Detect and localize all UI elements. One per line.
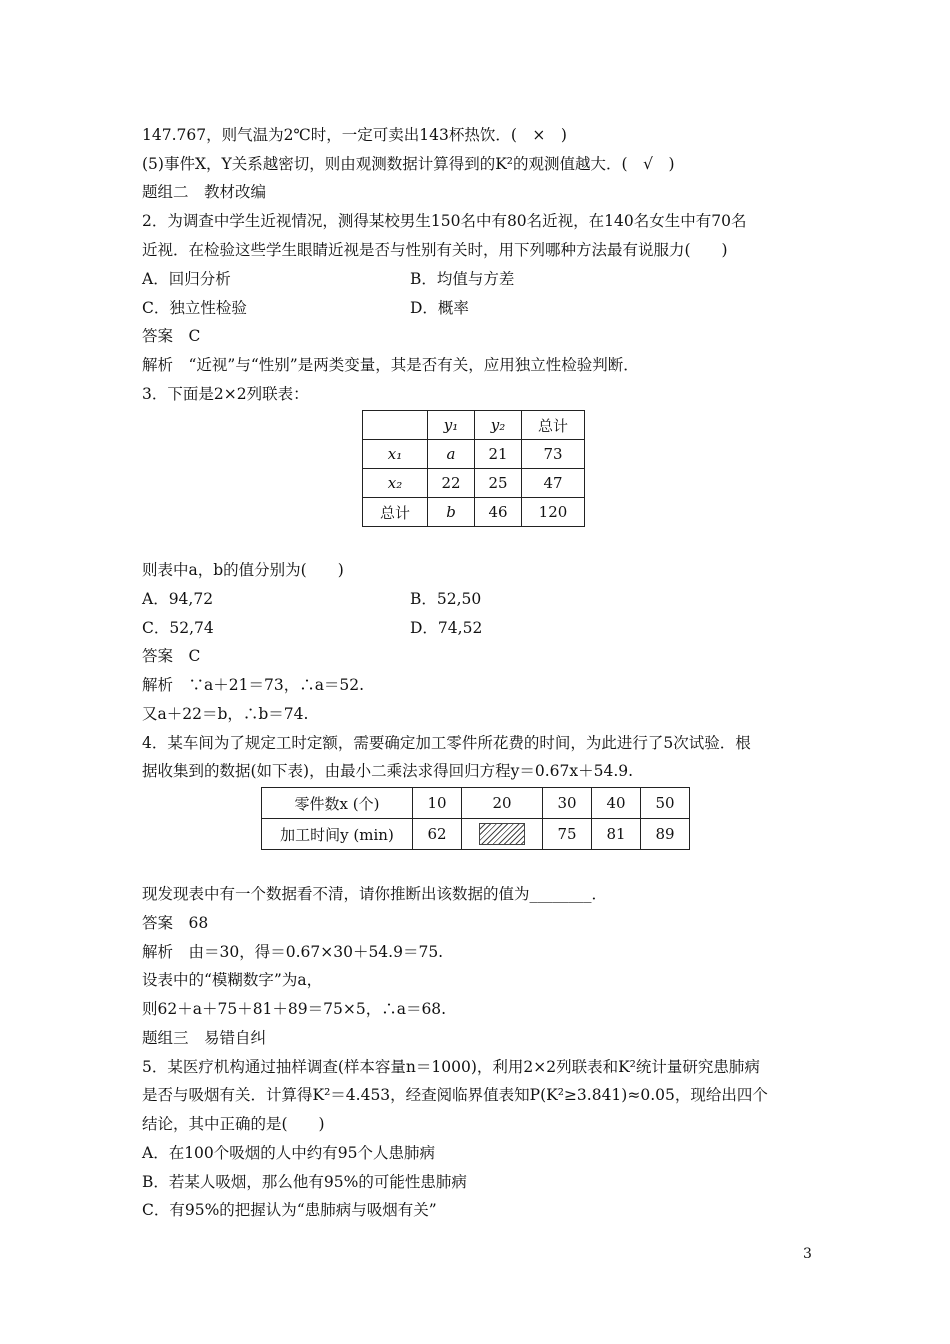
question-3-text: 3．下面是2×2列联表：	[142, 385, 309, 403]
table-cell: y₂	[475, 411, 522, 440]
table-row	[262, 819, 690, 850]
table-cell: 零件数x (个)	[262, 788, 413, 819]
table-cell: y₁	[428, 411, 475, 440]
table-cell: 50	[641, 788, 690, 819]
option-c: C．有95%的把握认为“患肺病与吸烟有关”	[142, 1201, 437, 1219]
contingency-table	[362, 410, 585, 527]
option-a: A．94,72	[142, 590, 214, 608]
table-row	[363, 498, 585, 527]
hatched-box	[479, 823, 525, 845]
question-2-text: 2．为调查中学生近视情况，测得某校男生150名中有80名近视，在140名女生中有70名	[142, 212, 747, 230]
analysis: 设表中的“模糊数字”为a，	[142, 971, 323, 989]
question-3-prompt: 则表中a，b的值分别为( )	[142, 561, 344, 579]
table-cell: 47	[522, 469, 585, 498]
data-table	[261, 787, 690, 850]
answer: 答案 C	[142, 327, 201, 345]
page-number: 3	[803, 1246, 812, 1262]
option-c: C．独立性检验	[142, 299, 247, 317]
table-cell: 总计	[522, 411, 585, 440]
table-cell: 20	[462, 788, 543, 819]
table-cell: 120	[522, 498, 585, 527]
table-cell: 总计	[363, 498, 428, 527]
table-row	[363, 469, 585, 498]
table-cell: 30	[543, 788, 592, 819]
option-c: C．52,74	[142, 619, 214, 637]
question-5-text: 是否与吸烟有关．计算得K²＝4.453，经查阅临界值表知P(K²≥3.841)≈0.05，现给出四个	[142, 1086, 768, 1104]
option-b: B．52,50	[410, 590, 482, 608]
answer: 答案 C	[142, 647, 201, 665]
table-row	[262, 788, 690, 819]
table-cell: 46	[475, 498, 522, 527]
option-a: A．回归分析	[142, 270, 231, 288]
question-5-text: 5．某医疗机构通过抽样调查(样本容量n＝1000)，利用2×2列联表和K²统计量研究患肺病	[142, 1058, 760, 1076]
table-cell: 75	[543, 819, 592, 850]
analysis: 解析 ∵a＋21＝73，∴a＝52.	[142, 676, 365, 694]
question-5-text: 结论，其中正确的是( )	[142, 1115, 325, 1133]
table-cell: 22	[428, 469, 475, 498]
table-cell: 加工时间y (min)	[262, 819, 413, 850]
table-cell: x₁	[363, 440, 428, 469]
question-4-text: 据收集到的数据(如下表)，由最小二乘法求得回归方程y＝0.67x＋54.9.	[142, 762, 634, 780]
table-cell: a	[428, 440, 475, 469]
text-line: 147.767，则气温为2℃时，一定可卖出143杯热饮．( × )	[142, 126, 567, 144]
question-4-prompt: 现发现表中有一个数据看不清，请你推断出该数据的值为________．	[142, 885, 608, 903]
table-cell-blurred	[462, 819, 543, 850]
table-cell: 21	[475, 440, 522, 469]
question-2-text: 近视．在检验这些学生眼睛近视是否与性别有关时，用下列哪种方法最有说服力( )	[142, 241, 728, 259]
table-cell	[363, 411, 428, 440]
table-cell: 10	[413, 788, 462, 819]
table-cell: b	[428, 498, 475, 527]
section-heading: 题组三 易错自纠	[142, 1029, 267, 1047]
table-cell: 81	[592, 819, 641, 850]
text-line: (5)事件X，Y关系越密切，则由观测数据计算得到的K²的观测值越大．( √ )	[142, 155, 675, 173]
table-cell: x₂	[363, 469, 428, 498]
option-d: D．概率	[410, 299, 469, 317]
table-cell: 40	[592, 788, 641, 819]
option-b: B．均值与方差	[410, 270, 515, 288]
table-cell: 25	[475, 469, 522, 498]
option-b: B．若某人吸烟，那么他有95%的可能性患肺病	[142, 1173, 467, 1191]
analysis: 又a＋22＝b，∴b＝74.	[142, 705, 309, 723]
table-cell: 89	[641, 819, 690, 850]
section-heading: 题组二 教材改编	[142, 183, 267, 201]
table-cell: 62	[413, 819, 462, 850]
question-4-text: 4．某车间为了规定工时定额，需要确定加工零件所花费的时间，为此进行了5次试验．根	[142, 734, 751, 752]
table-row	[363, 440, 585, 469]
option-d: D．74,52	[410, 619, 483, 637]
analysis: 解析 由＝30，得＝0.67×30＋54.9＝75.	[142, 943, 444, 961]
table-row	[363, 411, 585, 440]
analysis: 解析 “近视”与“性别”是两类变量，其是否有关，应用独立性检验判断．	[142, 356, 639, 374]
analysis: 则62＋a＋75＋81＋89＝75×5，∴a＝68.	[142, 1000, 447, 1018]
answer: 答案 68	[142, 914, 209, 932]
table-cell: 73	[522, 440, 585, 469]
option-a: A．在100个吸烟的人中约有95个人患肺病	[142, 1144, 436, 1162]
